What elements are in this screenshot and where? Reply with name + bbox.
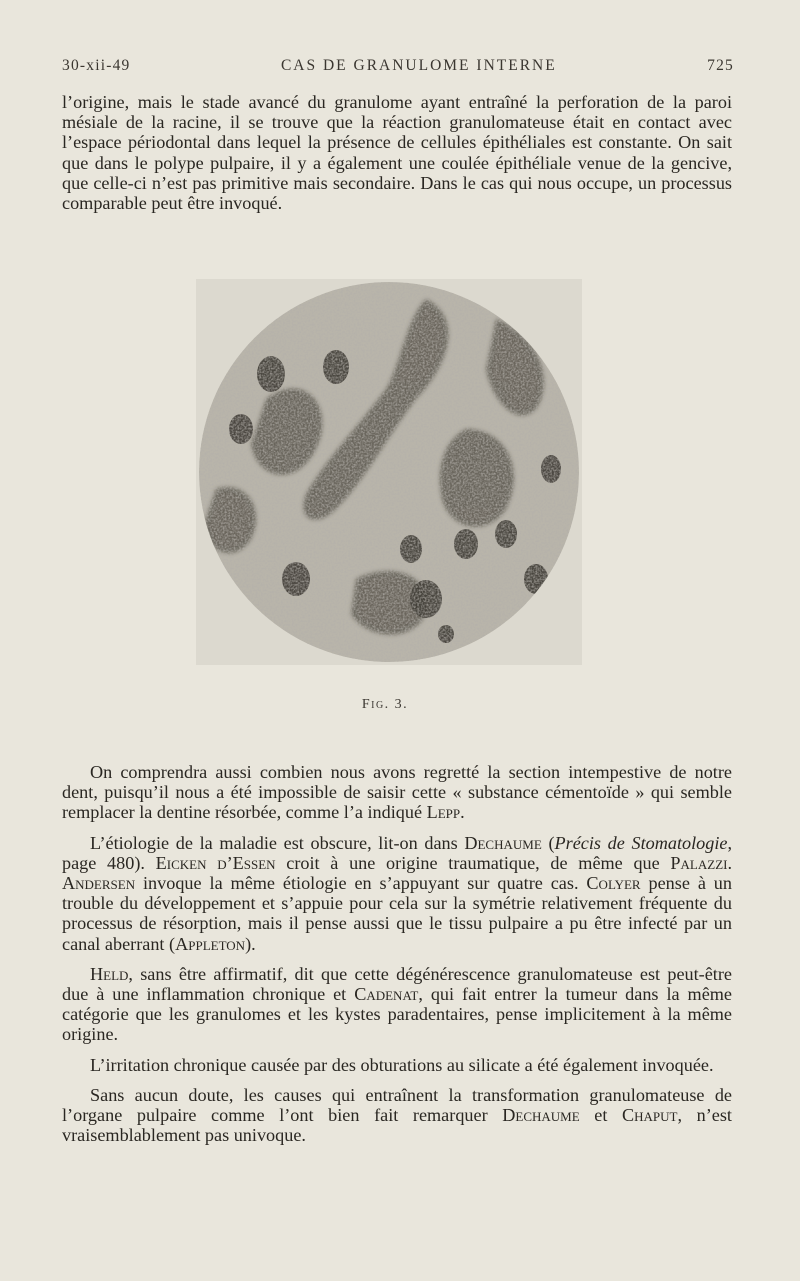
paragraph-4: L’irritation chronique causée par des obturations au silicate a été également invoquée. bbox=[90, 1054, 714, 1075]
main-text-block bbox=[62, 762, 732, 1145]
book-title: Précis de Stomatologie bbox=[554, 832, 728, 853]
author-appleton: Appleton bbox=[175, 933, 246, 954]
author-chaput: Chaput bbox=[622, 1105, 678, 1126]
figure-caption: Fig. 3. bbox=[361, 697, 409, 712]
author-cadenat: Cadenat bbox=[354, 984, 419, 1005]
paragraph-2: L’étiologie de la maladie est obscure, lit-on dans Dechaume (Précis de Stomatologie, page 480). Eicken d’Essen croit à une origine traumatique, de même que Palazzi. Andersen invoque la même étiologie en s’appuyant sur quatre cas. Colyer pense à un trouble du développement et s’appuie pour cela sur la symétrie relativement fréquente du processus de résorption, mais il pense aussi que le tissu pulpaire a pu être infecté par un canal aberrant (Appleton). bbox=[62, 832, 733, 954]
page-number: 725 bbox=[707, 57, 734, 74]
paragraph-3: Held, sans être affirmatif, dit que cette dégénérescence granulomateuse est peut-être due à une inflammation chronique et Cadenat, qui fait entrer la tumeur dans la même catégorie que les granulomes et les kystes paradentaires, pense implicitement à la même origine. bbox=[62, 963, 732, 1045]
top-text-block bbox=[62, 92, 732, 213]
paragraph-continuation: l’origine, mais le stade avancé du granulome ayant entraîné la perforation de la paroi mésiale de la racine, il se trouve que la réaction granulomateuse était en contact avec l’espace périodontal dans lequel la présence de cellules épithéliales est constante. On sait que dans le polype pulpaire, il y a également une coulée épithéliale venue de la gencive, que celle-ci n’est pas primitive mais secondaire. Dans le cas qui nous occupe, un processus comparable peut être invoqué. bbox=[62, 92, 732, 214]
header-date: 30-xii-49 bbox=[62, 57, 131, 74]
author-dechaume-2: Dechaume bbox=[502, 1105, 580, 1126]
author-andersen: Andersen bbox=[62, 873, 136, 894]
running-header bbox=[62, 57, 734, 75]
micrograph-image bbox=[196, 279, 582, 665]
paragraph-5: Sans aucun doute, les causes qui entraînent la transformation granulomateuse de l’organe pulpaire comme l’ont bien fait remarquer Dechaume et Chaput, n’est vraisemblablement pas univoque. bbox=[62, 1084, 732, 1146]
header-title: CAS DE GRANULOME INTERNE bbox=[280, 57, 557, 74]
author-eicken: Eicken d’Essen bbox=[155, 852, 276, 873]
author-colyer: Colyer bbox=[586, 873, 641, 894]
author-held: Held bbox=[90, 963, 129, 984]
author-palazzi: Palazzi bbox=[670, 852, 728, 873]
paragraph-1: On comprendra aussi combien nous avons regretté la section intempestive de notre dent, puisqu’il nous a été impossible de saisir cette « substance cémentoïde » qui semble remplacer la dentine résorbée, comme l’a indiqué Lepp. bbox=[62, 762, 732, 823]
micrograph-figure bbox=[196, 279, 582, 665]
author-dechaume: Dechaume bbox=[464, 832, 542, 853]
author-lepp: Lepp bbox=[426, 802, 461, 823]
